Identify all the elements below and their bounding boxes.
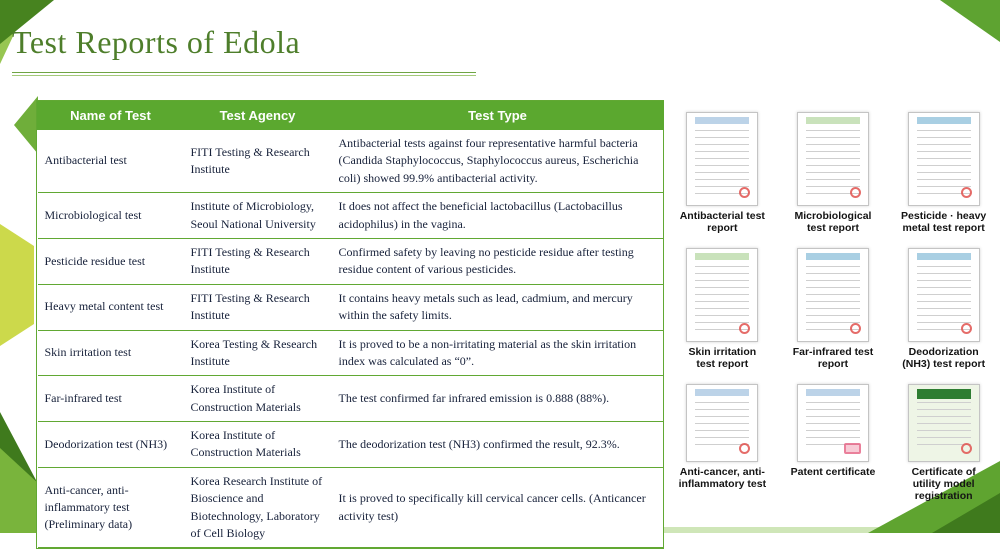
stamp-icon <box>739 323 750 334</box>
test-type-cell: It is proved to be a non-irritating material as the skin irritation index was calculated as “0”. <box>332 330 664 376</box>
test-reports-table <box>36 100 664 549</box>
certificate-item <box>783 384 884 503</box>
test-type-cell: It does not affect the beneficial lactobacillus (Lactobacillus acidophilus) in the vagina. <box>332 193 664 239</box>
certificate-caption: Certificate of utility model registration <box>911 465 976 503</box>
test-type-cell: It is proved to specifically kill cervical cancer cells. (Anticancer activity test) <box>332 467 664 548</box>
certificate-item <box>672 112 773 235</box>
cert-header-stripe <box>806 253 860 260</box>
test-agency-cell: Institute of Microbiology, Seoul National University <box>184 193 332 239</box>
certificate-caption: Antibacterial test report <box>679 210 765 235</box>
stamp-icon <box>961 323 972 334</box>
test-agency-cell: Korea Institute of Construction Materials <box>184 422 332 468</box>
test-name-cell: Antibacterial test <box>38 130 184 193</box>
certificate-item <box>672 384 773 503</box>
stamp-icon <box>850 187 861 198</box>
certificate-caption: Skin irritation test report <box>688 345 757 371</box>
certificate-thumbnail-image <box>686 248 758 342</box>
slide-title: Test Reports of Edola <box>12 24 301 60</box>
cert-header-stripe <box>695 117 749 124</box>
table-row <box>38 130 664 193</box>
test-agency-cell: FITI Testing & Research Institute <box>184 238 332 284</box>
cert-header-stripe <box>917 253 971 260</box>
table-row <box>38 422 664 468</box>
certificate-caption: Far-infrared test report <box>792 345 874 371</box>
column-header-test-type: Test Type <box>332 102 664 130</box>
certificate-caption: Deodorization (NH3) test report <box>902 345 986 371</box>
certificate-thumbnail-image <box>686 112 758 206</box>
decoration-left-green-wedge <box>14 96 38 154</box>
certificate-item <box>783 248 884 371</box>
test-name-cell: Heavy metal content test <box>38 284 184 330</box>
test-agency-cell: FITI Testing & Research Institute <box>184 130 332 193</box>
certificate-caption: Microbiological test report <box>794 210 872 235</box>
certificate-thumbnail-image <box>797 112 869 206</box>
certificate-thumbnail-image <box>797 384 869 462</box>
test-agency-cell: Korea Testing & Research Institute <box>184 330 332 376</box>
certificate-thumbnail-image <box>908 248 980 342</box>
title-underline <box>12 72 476 76</box>
certificate-caption: Pesticide · heavy metal test report <box>901 210 987 235</box>
table-row <box>38 330 664 376</box>
certificate-item <box>672 248 773 371</box>
table-row <box>38 238 664 284</box>
certificate-thumbnail-image <box>908 112 980 206</box>
test-agency-cell: Korea Institute of Construction Materials <box>184 376 332 422</box>
stamp-icon <box>844 443 861 454</box>
certificate-grid <box>672 112 994 503</box>
test-name-cell: Microbiological test <box>38 193 184 239</box>
test-agency-cell: Korea Research Institute of Bioscience and Biotechnology, Laboratory of Cell Biology <box>184 467 332 548</box>
decoration-left-yellow-ribbon <box>0 224 34 346</box>
certificate-thumbnail-image <box>797 248 869 342</box>
column-header-name-of-test: Name of Test <box>38 102 184 130</box>
test-name-cell: Far-infrared test <box>38 376 184 422</box>
test-type-cell: Confirmed safety by leaving no pesticide residue after testing residue content of various pesticides. <box>332 238 664 284</box>
cert-header-stripe <box>806 117 860 124</box>
test-type-cell: The deodorization test (NH3) confirmed the result, 92.3%. <box>332 422 664 468</box>
table-row <box>38 376 664 422</box>
table-header-row <box>38 102 664 130</box>
stamp-icon <box>850 323 861 334</box>
stamp-icon <box>961 187 972 198</box>
test-type-cell: It contains heavy metals such as lead, cadmium, and mercury within the safety limits. <box>332 284 664 330</box>
test-name-cell: Skin irritation test <box>38 330 184 376</box>
certificate-item <box>893 112 994 235</box>
cert-header-stripe <box>695 389 749 396</box>
test-agency-cell: FITI Testing & Research Institute <box>184 284 332 330</box>
certificate-thumbnail-image <box>686 384 758 462</box>
stamp-icon <box>961 443 972 454</box>
table-row <box>38 193 664 239</box>
cert-header-stripe <box>917 117 971 124</box>
column-header-test-agency: Test Agency <box>184 102 332 130</box>
certificate-thumbnail-image <box>908 384 980 462</box>
cert-header-stripe <box>806 389 860 396</box>
stamp-icon <box>739 443 750 454</box>
test-name-cell: Pesticide residue test <box>38 238 184 284</box>
test-type-cell: The test confirmed far infrared emission is 0.888 (88%). <box>332 376 664 422</box>
test-name-cell: Anti-cancer, anti-inflammatory test (Preliminary data) <box>38 467 184 548</box>
certificate-caption: Anti-cancer, anti-inflammatory test <box>678 465 767 490</box>
cert-header-stripe <box>695 253 749 260</box>
cert-header-stripe <box>917 389 971 399</box>
certificate-caption: Patent certificate <box>790 465 876 478</box>
decoration-top-right <box>940 0 1000 42</box>
certificate-item <box>893 248 994 371</box>
table-row <box>38 284 664 330</box>
certificate-item <box>893 384 994 503</box>
table-row <box>38 467 664 548</box>
certificate-item <box>783 112 884 235</box>
test-name-cell: Deodorization test (NH3) <box>38 422 184 468</box>
test-type-cell: Antibacterial tests against four representative harmful bacteria (Candida Staphylococcus, Staphylococcus aureus, Escherichia coli) showed 99.9% antibacterial activity. <box>332 130 664 193</box>
stamp-icon <box>739 187 750 198</box>
